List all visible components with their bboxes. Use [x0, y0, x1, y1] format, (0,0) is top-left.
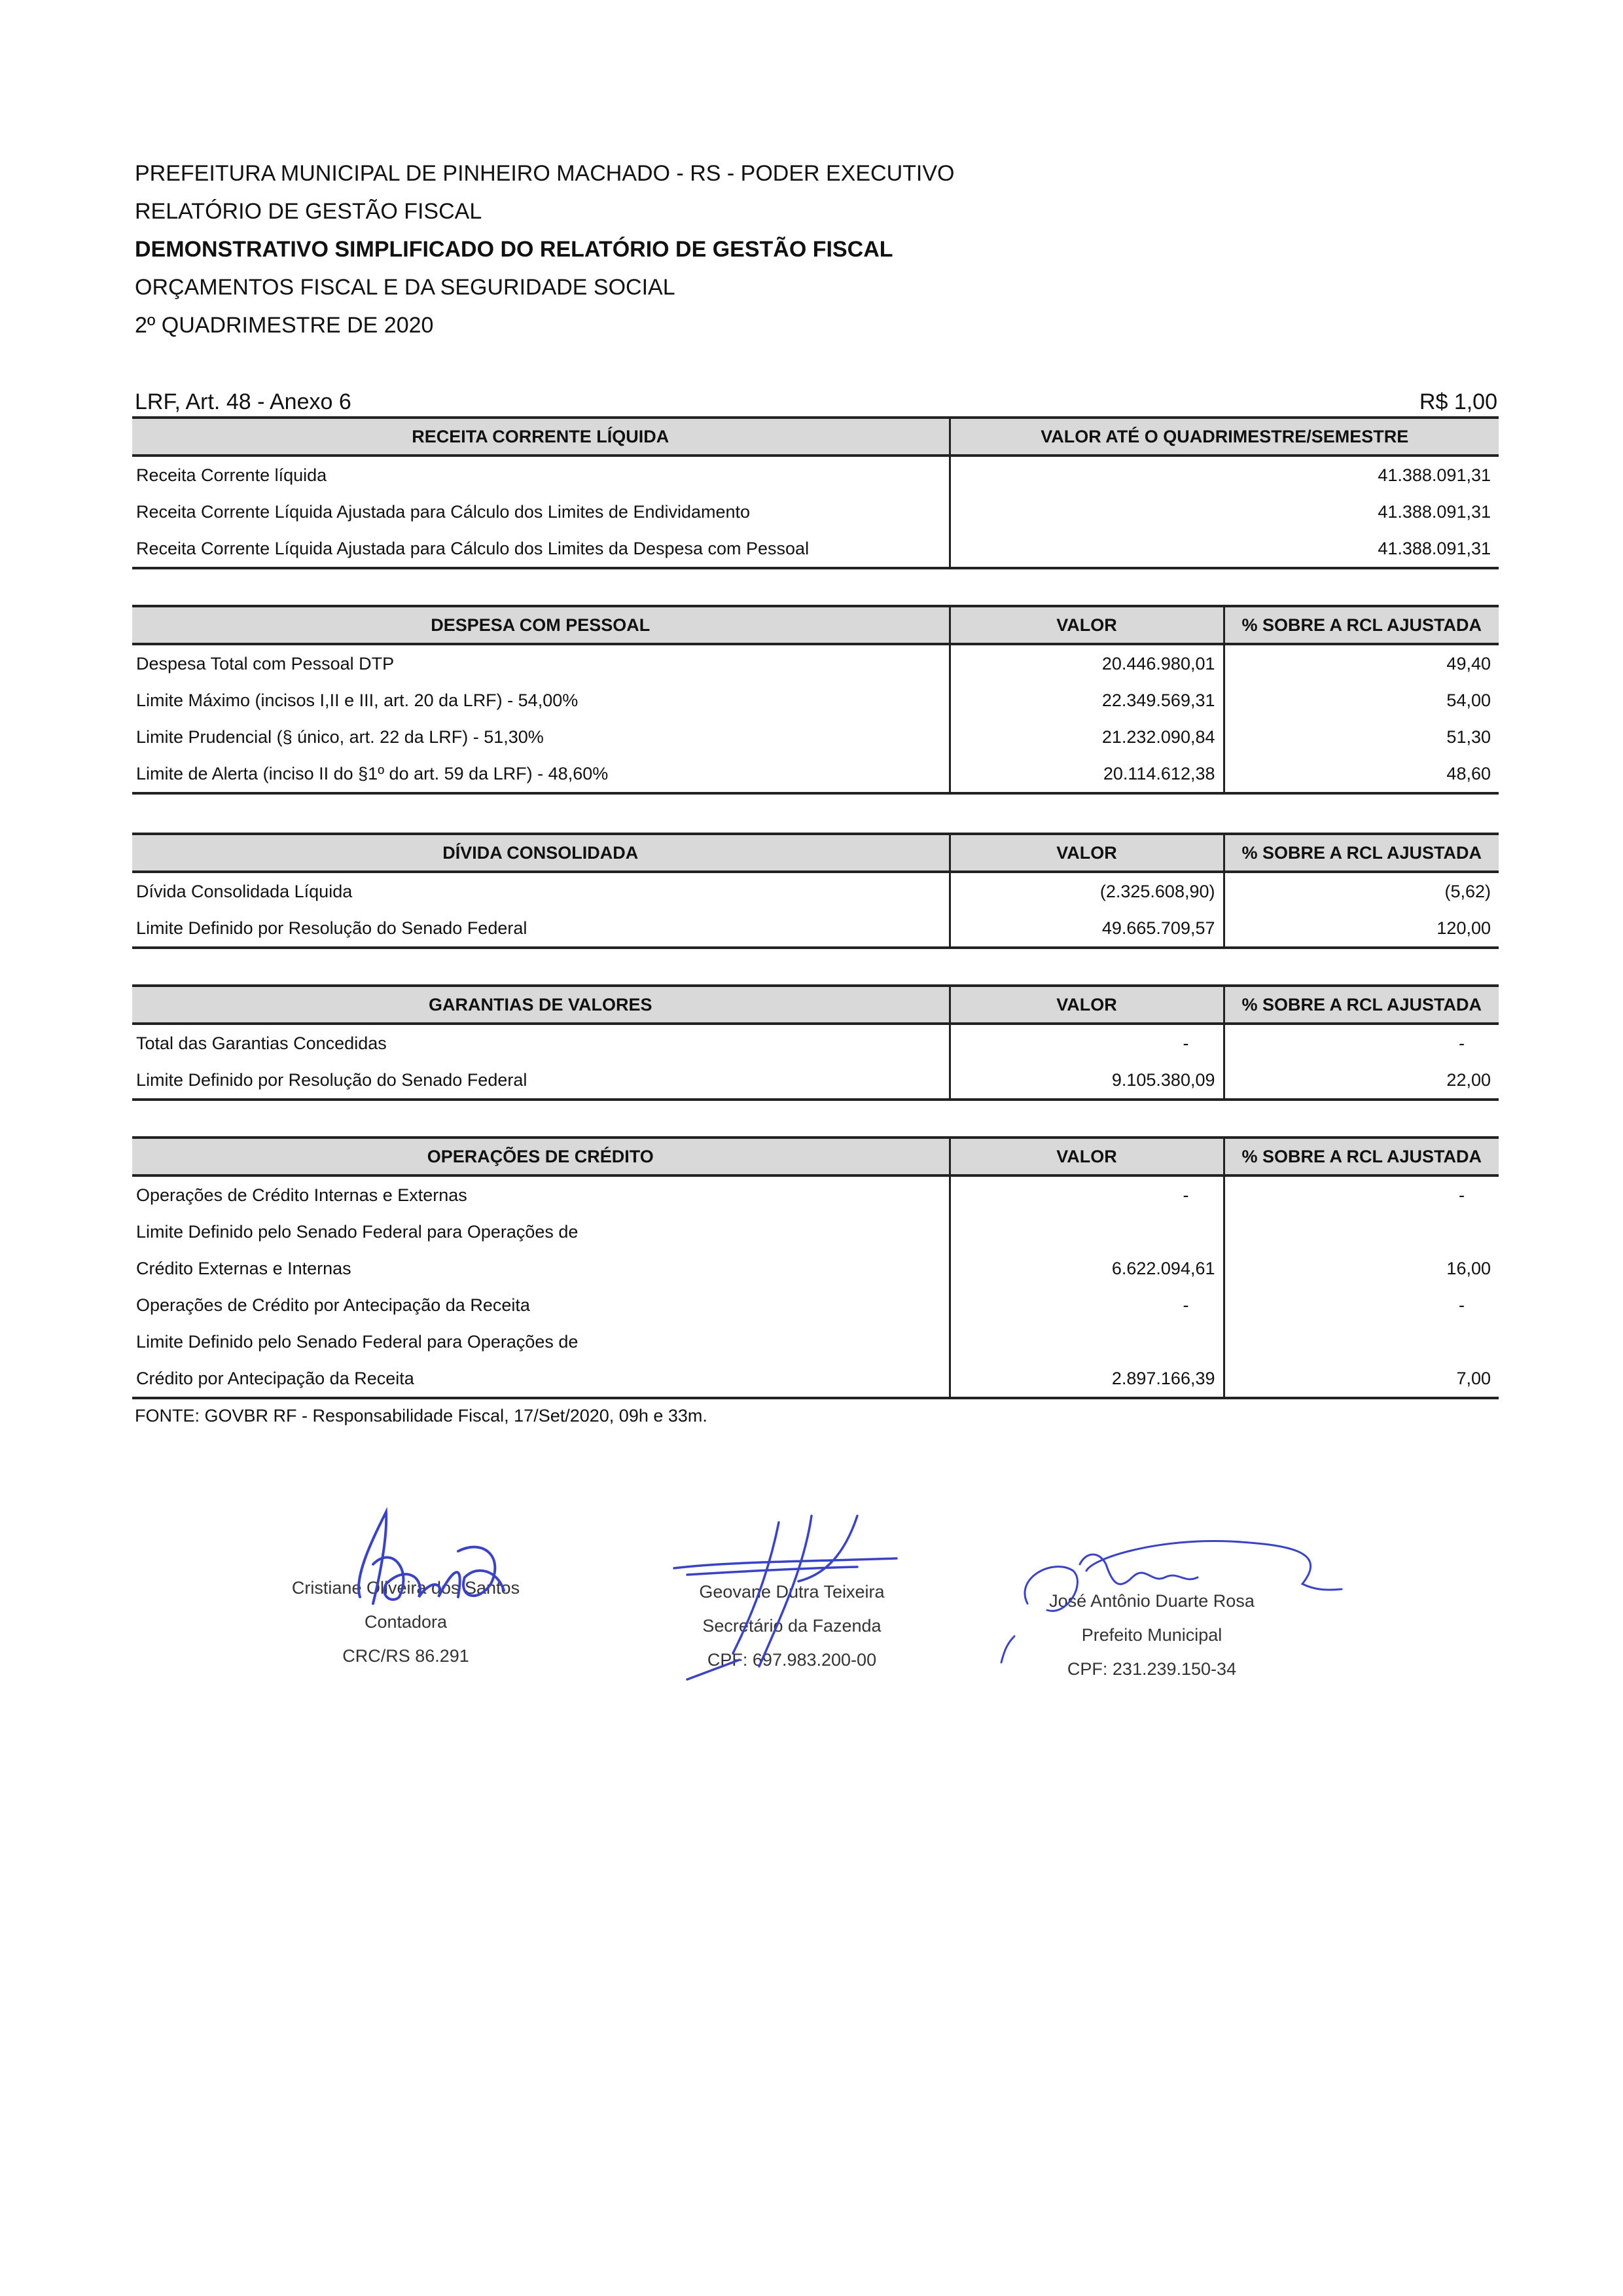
row-label: Despesa Total com Pessoal DTP: [136, 653, 395, 673]
row-percent: 49,40: [1224, 644, 1499, 682]
signer-name: Geovane Dutra Teixeira: [699, 1582, 885, 1602]
row-value: 20.446.980,01: [950, 644, 1224, 682]
row-percent: 22,00: [1224, 1062, 1499, 1100]
signer-role: Secretário da Fazenda: [702, 1616, 882, 1636]
table-row: [132, 910, 1499, 948]
header-title: DEMONSTRATIVO SIMPLIFICADO DO RELATÓRIO DE GESTÃO FISCAL: [135, 237, 893, 262]
table-row: [132, 1323, 1499, 1360]
currency-unit: R$ 1,00: [1419, 389, 1497, 414]
row-value: 2.897.166,39: [950, 1360, 1224, 1398]
row-label: Limite de Alerta (inciso II do §1º do art. 59 da LRF) - 48,60%: [132, 755, 950, 793]
table-row: [132, 755, 1499, 793]
table-header-row: [132, 1138, 1499, 1175]
row-percent: -: [1224, 1287, 1499, 1323]
row-label: Limite Máximo (incisos I,II e III, art. 20 da LRF) - 54,00%: [136, 690, 579, 710]
table-row: [132, 644, 1499, 682]
column-header: VALOR ATÉ O QUADRIMESTRE/SEMESTRE: [950, 418, 1499, 456]
row-value: -: [950, 1024, 1224, 1062]
signer-role: Contadora: [364, 1612, 448, 1632]
row-value: -: [950, 1175, 1224, 1213]
row-value: 9.105.380,09: [950, 1062, 1224, 1100]
row-value: 49.665.709,57: [950, 910, 1224, 948]
signature-block-accountant: [262, 1571, 550, 1673]
table-row: [132, 1213, 1499, 1250]
table-header-row: [132, 418, 1499, 456]
table-row: [132, 1287, 1499, 1323]
guarantees-table: [132, 984, 1499, 1101]
row-value: 6.622.094,61: [950, 1250, 1224, 1287]
source-note: FONTE: GOVBR RF - Responsabilidade Fiscal, 17/Set/2020, 09h e 33m.: [135, 1406, 707, 1426]
row-label: Crédito por Antecipação da Receita: [132, 1360, 950, 1398]
row-value: 22.349.569,31: [950, 682, 1224, 719]
column-header: DÍVIDA CONSOLIDADA: [132, 834, 950, 872]
row-label: Total das Garantias Concedidas: [136, 1033, 387, 1053]
row-label: Limite Prudencial (§ único, art. 22 da LRF) - 51,30%: [136, 726, 544, 747]
table-row: [132, 872, 1499, 910]
signature-block-mayor: [1008, 1584, 1296, 1686]
table-row: [132, 1360, 1499, 1398]
row-percent: 7,00: [1224, 1360, 1499, 1398]
row-label: Receita Corrente Líquida Ajustada para Cálculo dos Limites da Despesa com Pessoal: [132, 530, 950, 568]
column-header: % SOBRE A RCL AJUSTADA: [1224, 986, 1499, 1024]
credit-operations-table: [132, 1136, 1499, 1399]
row-percent: 54,00: [1224, 682, 1499, 719]
column-header: DESPESA COM PESSOAL: [132, 606, 950, 644]
signer-document: CPF: 231.239.150-34: [1067, 1659, 1237, 1679]
row-label: Limite Definido pelo Senado Federal para Operações de: [136, 1221, 579, 1242]
row-value: [950, 1213, 1224, 1250]
column-header: % SOBRE A RCL AJUSTADA: [1224, 606, 1499, 644]
row-value: 20.114.612,38: [950, 755, 1224, 793]
personnel-expense-table: [132, 605, 1499, 795]
legal-reference: LRF, Art. 48 - Anexo 6: [135, 389, 351, 414]
column-header: % SOBRE A RCL AJUSTADA: [1224, 1138, 1499, 1175]
table-header-row: [132, 834, 1499, 872]
row-percent: -: [1224, 1024, 1499, 1062]
subheader: [135, 386, 1497, 418]
row-value: 41.388.091,31: [950, 456, 1499, 493]
header-report-name: RELATÓRIO DE GESTÃO FISCAL: [135, 199, 482, 224]
row-percent: (5,62): [1224, 872, 1499, 910]
column-header: GARANTIAS DE VALORES: [132, 986, 950, 1024]
column-header: VALOR: [950, 834, 1224, 872]
row-percent: [1224, 1213, 1499, 1250]
row-label: Limite Definido pelo Senado Federal para Operações de: [136, 1331, 579, 1352]
row-label: Receita Corrente Líquida Ajustada para Cálculo dos Limites de Endividamento: [136, 501, 751, 522]
signer-name: Cristiane Oliveira dos Santos: [291, 1578, 520, 1598]
row-value: [950, 1323, 1224, 1360]
column-header: OPERAÇÕES DE CRÉDITO: [132, 1138, 950, 1175]
table-row: [132, 682, 1499, 719]
row-value: 21.232.090,84: [950, 719, 1224, 755]
table-row: [132, 1024, 1499, 1062]
row-label: Limite Definido por Resolução do Senado Federal: [132, 910, 950, 948]
row-label: Receita Corrente líquida: [136, 465, 327, 485]
signer-document: CRC/RS 86.291: [342, 1646, 469, 1666]
row-percent: 120,00: [1224, 910, 1499, 948]
header-budget: ORÇAMENTOS FISCAL E DA SEGURIDADE SOCIAL: [135, 275, 675, 300]
column-header: VALOR: [950, 606, 1224, 644]
row-percent: -: [1224, 1175, 1499, 1213]
row-percent: 51,30: [1224, 719, 1499, 755]
row-label: Operações de Crédito Internas e Externas: [136, 1185, 467, 1205]
row-label: Limite Definido por Resolução do Senado Federal: [132, 1062, 950, 1100]
table-row: [132, 456, 1499, 493]
signer-name: José Antônio Duarte Rosa: [1049, 1591, 1255, 1611]
row-label: Crédito Externas e Internas: [136, 1258, 351, 1278]
signer-role: Prefeito Municipal: [1081, 1625, 1222, 1645]
table-row: [132, 530, 1499, 568]
row-value: 41.388.091,31: [950, 530, 1499, 568]
table-row: [132, 719, 1499, 755]
signer-document: CPF: 697.983.200-00: [707, 1650, 877, 1670]
table-row: [132, 1062, 1499, 1100]
column-header: RECEITA CORRENTE LÍQUIDA: [132, 418, 950, 456]
table-header-row: [132, 986, 1499, 1024]
header-municipality: PREFEITURA MUNICIPAL DE PINHEIRO MACHADO - RS - PODER EXECUTIVO: [135, 161, 955, 186]
column-header: VALOR: [950, 986, 1224, 1024]
row-percent: 16,00: [1224, 1250, 1499, 1287]
row-label: Dívida Consolidada Líquida: [136, 881, 353, 901]
row-value: (2.325.608,90): [950, 872, 1224, 910]
report-header: [135, 154, 1509, 344]
consolidated-debt-table: [132, 833, 1499, 949]
table-header-row: [132, 606, 1499, 644]
column-header: VALOR: [950, 1138, 1224, 1175]
table-row: [132, 493, 1499, 530]
signature-block-treasury: [661, 1575, 923, 1677]
row-label: Operações de Crédito por Antecipação da Receita: [136, 1295, 530, 1315]
rcl-table: [132, 416, 1499, 569]
row-value: 41.388.091,31: [950, 493, 1499, 530]
table-row: [132, 1250, 1499, 1287]
row-value: -: [950, 1287, 1224, 1323]
header-period: 2º QUADRIMESTRE DE 2020: [135, 313, 434, 338]
column-header: % SOBRE A RCL AJUSTADA: [1224, 834, 1499, 872]
table-row: [132, 1175, 1499, 1213]
row-percent: [1224, 1323, 1499, 1360]
row-percent: 48,60: [1224, 755, 1499, 793]
